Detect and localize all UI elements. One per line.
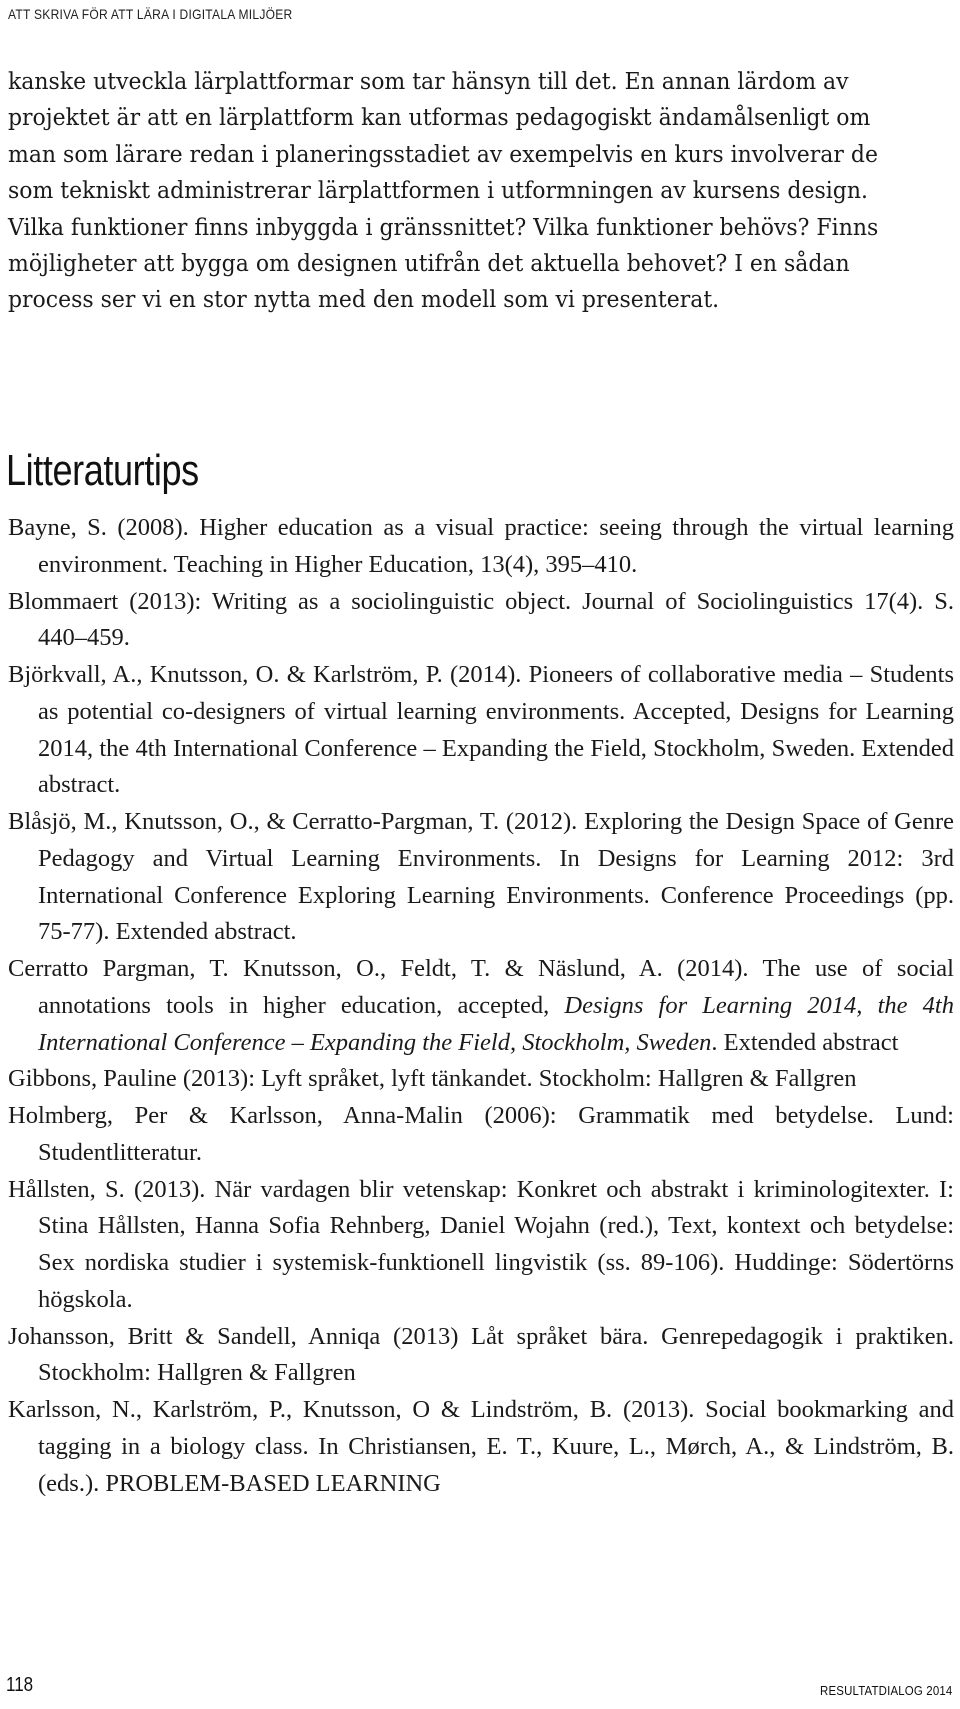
reference-italic-text: Designs for Learning 2014, the 4th International Conference – Expanding the Field, Stockholm, Sweden (38, 991, 954, 1056)
reference-item: Blåsjö, M., Knutsson, O., & Cerratto-Pargman, T. (2012). Exploring the Design Space of Genre Pedagogy and Virtual Learning Environments. In Designs for Learning 2012: 3rd International Conference Exploring Learning Environments. Conference Proceedings (pp. 75-77). Extended abstract. (8, 808, 954, 946)
reference-item: Johansson, Britt & Sandell, Anniqa (2013) Låt språket bära. Genrepedagogik i praktiken. Stockholm: Hallgren & Fallgren (8, 1322, 954, 1387)
reference-item: Björkvall, A., Knutsson, O. & Karlström, P. (2014). Pioneers of collaborative media – Students as potential co-designers of virtual learning environments. Accepted, Designs for Learning 2014, the 4th International Conference – Expanding the Field, Stockholm, Sweden. Extended abstract. (8, 661, 954, 799)
section-heading: Litteraturtips (6, 446, 199, 495)
reference-item: Gibbons, Pauline (2013): Lyft språket, lyft tänkandet. Stockholm: Hallgren & Fallgren (8, 1065, 857, 1093)
reference-item: Holmberg, Per & Karlsson, Anna-Malin (2006): Grammatik med betydelse. Lund: Studentlitteratur. (8, 1102, 954, 1166)
reference-list (8, 510, 954, 1502)
publication-footer: RESULTATDIALOG 2014 (819, 1683, 952, 1698)
reference-item: Blommaert (2013): Writing as a sociolinguistic object. Journal of Sociolinguistics 17(4). S. 440–459. (8, 587, 954, 652)
reference-text: Cerratto Pargman, T. Knutsson, O., Feldt, T. & Näslund, A. (2014). The use of social annotations tools in higher education, accepted, (8, 955, 954, 1019)
reference-item: Hållsten, S. (2013). När vardagen blir vetenskap: Konkret och abstrakt i kriminologitexter. I: Stina Hållsten, Hanna Sofia Rehnberg, Daniel Wojahn (red.), Text, kontext och betydelse: Sex nordiska studier i systemisk-funktionell lingvistik (ss. 89-106). Huddinge: Södertörns högskola. (8, 1175, 954, 1313)
reference-item (8, 951, 954, 1061)
reference-item: Karlsson, N., Karlström, P., Knutsson, O & Lindström, B. (2013). Social bookmarking and tagging in a biology class. In Christiansen, E. T., Kuure, L., Mørch, A., & Lindström, B. (eds.). PROBLEM-BASED LEARNING (8, 1396, 954, 1497)
intro-paragraph: kanske utveckla lärplattformar som tar hänsyn till det. En annan lärdom av projektet är att en lärplattform kan utformas pedagogiskt ändamålsenligt om man som lärare redan i planeringsstadiet av exempelvis en kurs involverar de som tekniskt administrerar lärplattformen i utformningen av kursens design. Vilka funktioner finns inbyggda i gränssnittet? Vilka funktioner behövs? Finns möjligheter att bygga om designen utifrån det aktuella behovet? I en sådan process ser vi en stor nytta med den modell som vi presenterat. (8, 69, 879, 314)
reference-item: Bayne, S. (2008). Higher education as a visual practice: seeing through the virtual learning environment. Teaching in Higher Education, 13(4), 395–410. (8, 514, 954, 578)
running-header: ATT SKRIVA FÖR ATT LÄRA I DIGITALA MILJÖER (8, 6, 293, 22)
reference-text: . Extended abstract (711, 1028, 899, 1056)
page-number: 118 (6, 1674, 34, 1696)
